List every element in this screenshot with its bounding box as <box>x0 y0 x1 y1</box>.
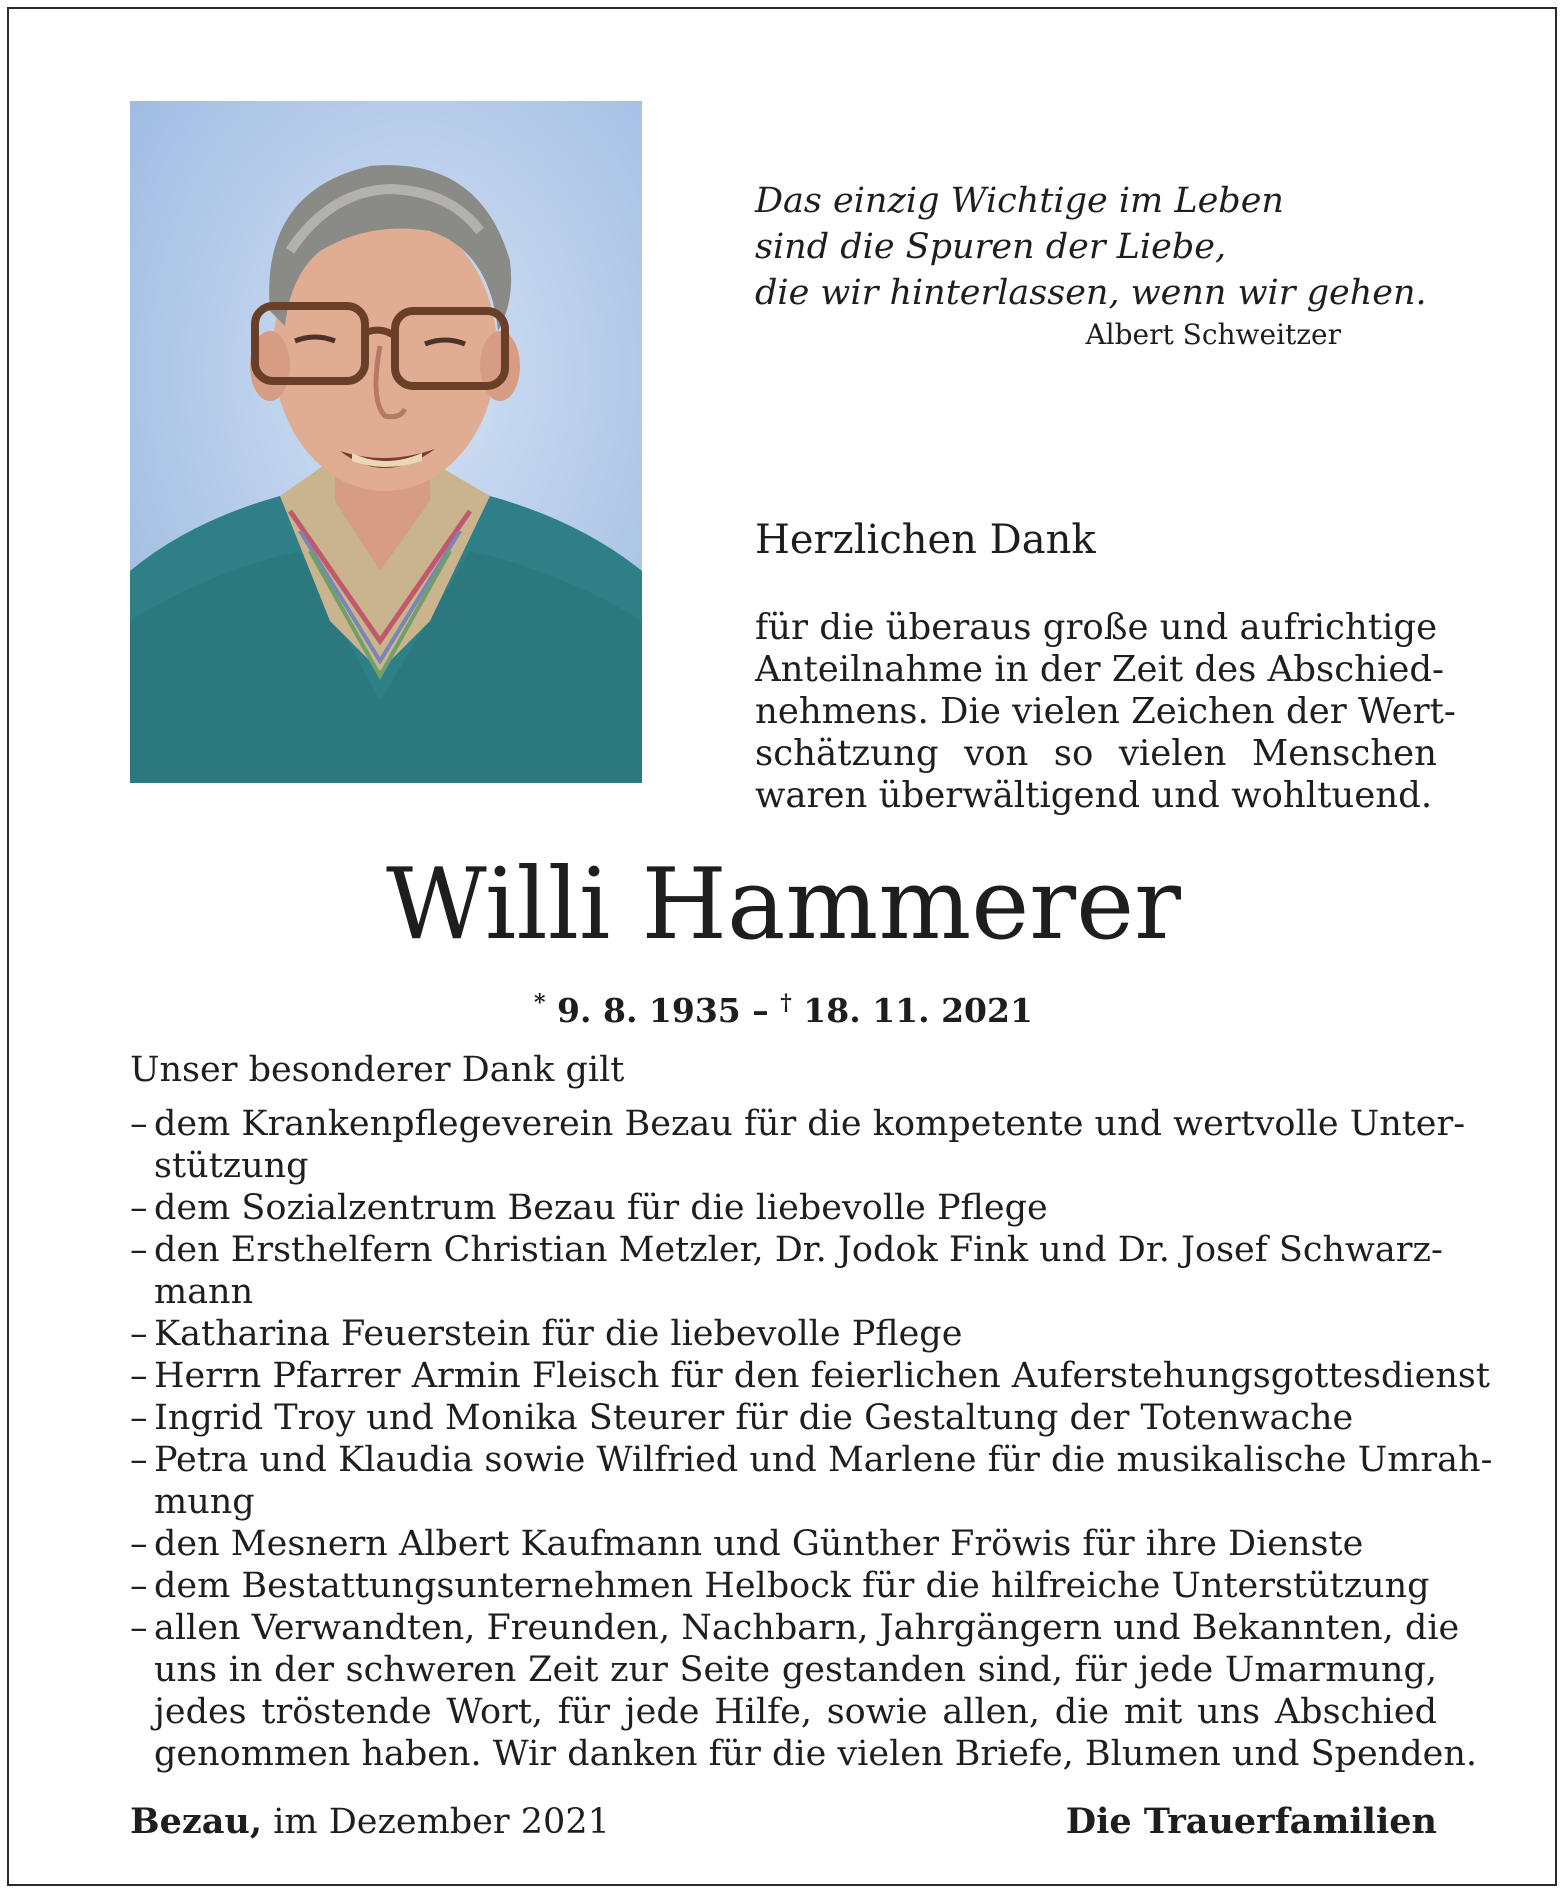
date-separator: – <box>752 991 769 1030</box>
special-thanks-line: – dem Krankenpflegeverein Bezau für die kompetente und wertvolle Unter- <box>154 1104 1466 1144</box>
special-thanks-item <box>130 1607 1477 1775</box>
birth-symbol: * <box>534 990 546 1016</box>
death-date: 18. 11. 2021 <box>803 991 1033 1030</box>
quote-line: Das einzig Wichtige im Leben <box>755 181 1284 221</box>
special-thanks-item <box>130 1565 1437 1607</box>
quote-line: die wir hinterlassen, wenn wir gehen. <box>755 273 1427 313</box>
special-thanks-line: – den Mesnern Albert Kaufmann und Günther Fröwis für ihre Dienste <box>154 1524 1364 1564</box>
special-thanks-line: genommen haben. Wir danken für die vielen Briefe, Blumen und Spenden. <box>154 1734 1477 1774</box>
portrait-photo <box>130 101 642 783</box>
special-thanks-item <box>130 1523 1437 1565</box>
death-symbol: † <box>780 990 792 1016</box>
special-thanks-line: mung <box>154 1482 255 1522</box>
special-thanks-line: – dem Sozialzentrum Bezau für die liebevolle Pflege <box>154 1188 1048 1228</box>
special-thanks-line: mann <box>154 1272 254 1312</box>
special-thanks-line: jedes tröstende Wort, für jede Hilfe, sowie allen, die mit uns Abschied <box>154 1692 1437 1732</box>
thanks-line: Anteilnahme in der Zeit des Abschied- <box>755 649 1445 690</box>
special-thanks-item <box>130 1187 1437 1229</box>
special-thanks-item <box>130 1397 1437 1439</box>
signature: Die Trauerfamilien <box>1065 1801 1437 1842</box>
special-thanks-item <box>130 1229 1443 1313</box>
special-thanks-intro: Unser besonderer Dank gilt <box>130 1050 625 1090</box>
thanks-line: schätzung von so vielen Menschen <box>755 733 1437 774</box>
thanks-line: waren überwältigend und wohltuend. <box>755 775 1433 816</box>
special-thanks-line: – Herrn Pfarrer Armin Fleisch für den feierlichen Auferstehungsgottesdienst <box>154 1356 1490 1396</box>
place-date <box>130 1801 610 1843</box>
place: Bezau, <box>130 1801 263 1842</box>
special-thanks-item <box>130 1439 1493 1523</box>
thanks-line: nehmens. Die vielen Zeichen der Wert- <box>755 691 1456 732</box>
special-thanks-line: – Petra und Klaudia sowie Wilfried und Marlene für die musikalische Umrah- <box>154 1440 1493 1480</box>
deceased-name: Willi Hammerer <box>386 848 1181 962</box>
special-thanks-item <box>130 1103 1466 1187</box>
thanks-line: für die überaus große und aufrichtige <box>755 607 1438 648</box>
special-thanks-line: – Katharina Feuerstein für die liebevolle Pflege <box>154 1314 963 1354</box>
special-thanks-line: – Ingrid Troy und Monika Steurer für die Gestaltung der Totenwache <box>154 1398 1354 1438</box>
special-thanks-item <box>130 1355 1490 1397</box>
thanks-heading: Herzlichen Dank <box>755 517 1096 563</box>
life-dates <box>0 982 1567 1032</box>
special-thanks-line: stützung <box>154 1146 309 1186</box>
birth-date: 9. 8. 1935 <box>557 991 741 1030</box>
date: im Dezember 2021 <box>273 1802 610 1842</box>
special-thanks-line: – dem Bestattungsunternehmen Helbock für die hilfreiche Unterstützung <box>154 1566 1430 1606</box>
quote-author: Albert Schweitzer <box>1085 318 1341 351</box>
thanks-paragraph <box>755 607 1456 817</box>
special-thanks-line: – den Ersthelfern Christian Metzler, Dr. Jodok Fink und Dr. Josef Schwarz- <box>154 1230 1443 1270</box>
special-thanks-list <box>130 1103 1493 1775</box>
special-thanks-line: uns in der schweren Zeit zur Seite gestanden sind, für jede Umarmung, <box>154 1650 1437 1690</box>
special-thanks-line: – allen Verwandten, Freunden, Nachbarn, Jahrgängern und Bekannten, die <box>154 1608 1460 1648</box>
special-thanks-item <box>130 1313 1437 1355</box>
memorial-quote <box>755 178 1427 316</box>
quote-line: sind die Spuren der Liebe, <box>755 227 1227 267</box>
portrait-illustration <box>130 101 642 783</box>
